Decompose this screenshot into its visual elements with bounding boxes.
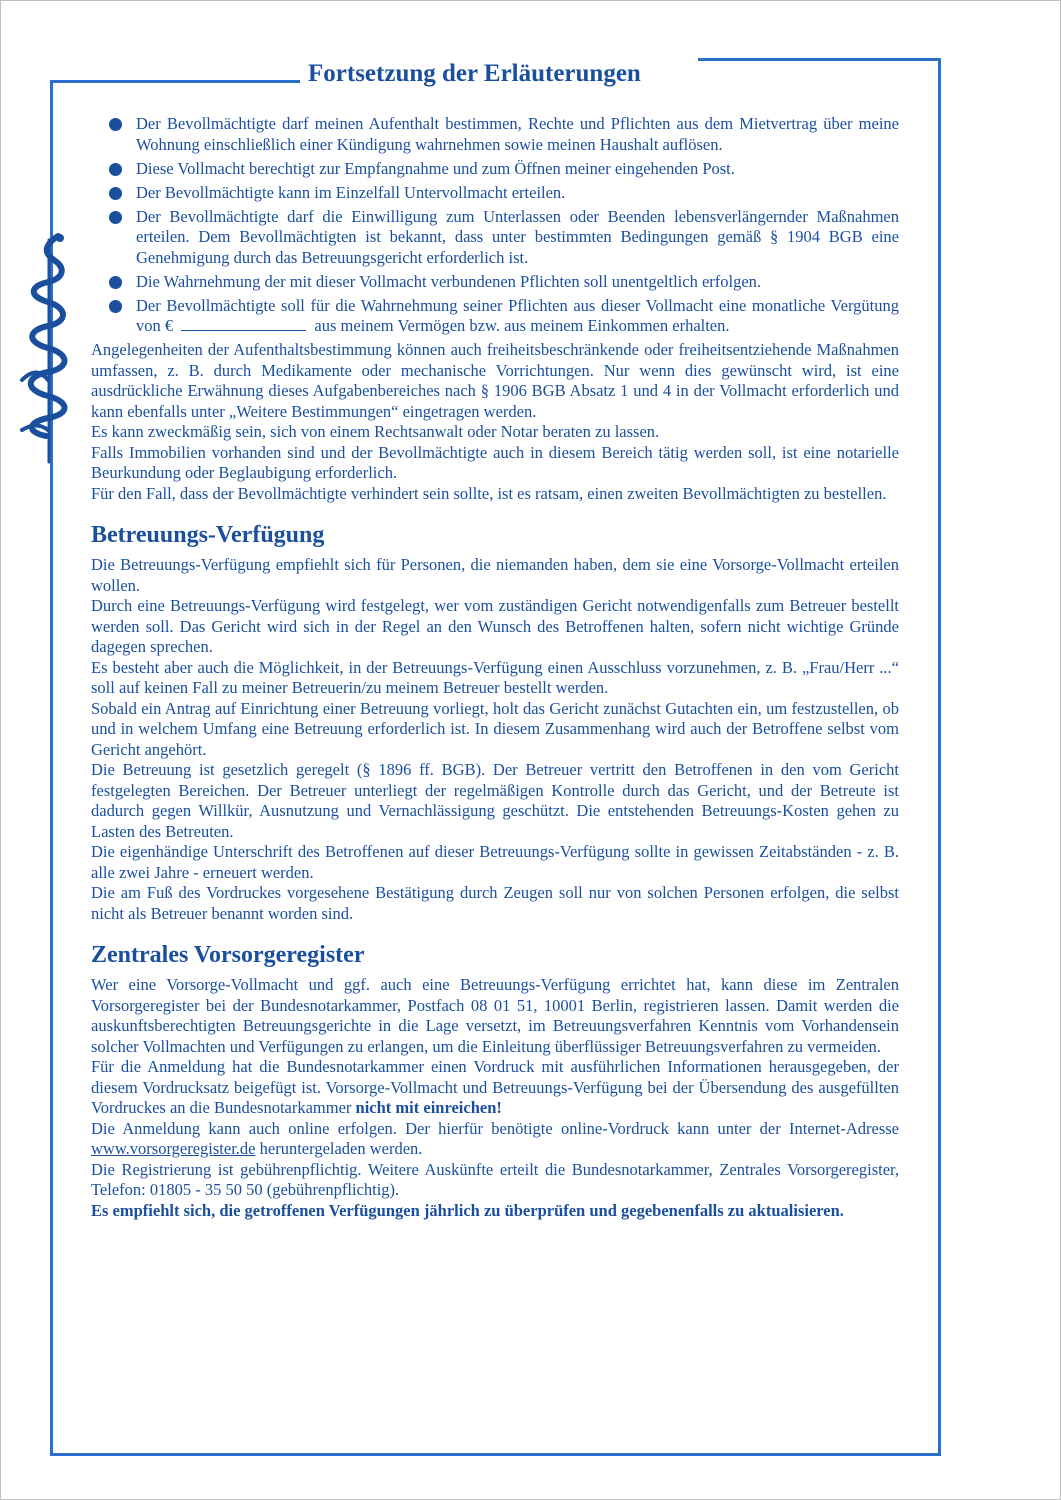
list-item-fee [136, 296, 899, 337]
betreuung-paragraph: Die Betreuung ist gesetzlich geregelt (§ 1896 ff. BGB). Der Betreuer vertritt den Betroffenen in den vom Gericht festgelegten Bereichen. Der Betreuer unterliegt der regelmäßigen Kontrolle durch das Gericht, und der Betreute ist dadurch gegen Willkür, Ausnutzung und Vernachlässigung geschützt. Die entstehenden Betreuungs-Kosten gehen zu Lasten des Betreuten. [91, 760, 899, 841]
list-item: Die Wahrnehmung der mit dieser Vollmacht verbundenen Pflichten soll unentgeltlich erfolgen. [136, 272, 899, 293]
betreuung-paragraph: Durch eine Betreuungs-Verfügung wird festgelegt, wer vom zuständigen Gericht notwendigenfalls zum Betreuer bestellt werden soll. Das Gericht wird sich in der Regel an den Wunsch des Betroffenen halten, sofern nicht wichtige Gründe dagegen sprechen. [91, 596, 899, 656]
betreuung-paragraph: Sobald ein Antrag auf Einrichtung einer Betreuung vorliegt, holt das Gericht zunächst Gutachten ein, um festzustellen, ob und in welchem Umfang eine Betreuung erforderlich ist. In diesem Zusammenhang wird auch der Betroffene selbst vom Gericht angehört. [91, 698, 899, 759]
frame-line-right [938, 58, 941, 1456]
register-paragraph: Wer eine Vorsorge-Vollmacht und ggf. auch eine Betreuungs-Verfügung errichtet hat, kann diese im Zentralen Vorsorgeregister bei der Bundesnotarkammer, Postfach 08 01 51, 10001 Berlin, registrieren lassen. Damit werden die auskunftsberechtigten Betreuungsgerichte in die Lage versetzt, im Betreuungsverfahren Kenntnis vom Vorhandensein solcher Vollmachten und Verfügungen zu erlangen, um die Einleitung überflüssiger Betreuungsverfahren zu vermeiden. [91, 975, 899, 1056]
intro-paragraph: Für den Fall, dass der Bevollmächtigte verhindert sein sollte, ist es ratsam, einen zweiten Bevollmächtigten zu bestellen. [91, 483, 887, 503]
register-text: heruntergeladen werden. [259, 1139, 423, 1158]
intro-paragraph: Falls Immobilien vorhanden sind und der Bevollmächtigte auch in diesem Bereich tätig werden soll, ist eine notarielle Beurkundung oder Beglaubigung erforderlich. [91, 442, 899, 482]
main-content [91, 114, 899, 1221]
betreuung-paragraph: Die am Fuß des Vordruckes vorgesehene Bestätigung durch Zeugen soll nur von solchen Personen erfolgen, die selbst nicht als Betreuer benannt worden sind. [91, 883, 899, 923]
fee-amount-field[interactable] [181, 316, 306, 331]
staff-of-asclepius-icon [18, 230, 78, 470]
fee-text-before: Der Bevollmächtigte soll für die Wahrnehmung seiner Pflichten aus dieser Vollmacht eine monatliche Vergütung von € [136, 295, 899, 335]
list-item: Der Bevollmächtigte darf meinen Aufenthalt bestimmen, Rechte und Pflichten aus dem Mietvertrag über meine Wohnung einschließlich einer Kündigung wahrnehmen sowie meinen Haushalt auflösen. [136, 114, 899, 154]
page-title: Fortsetzung der Erläuterungen [308, 60, 641, 87]
recommendation-text: Es empfiehlt sich, die getroffenen Verfügungen jährlich zu überprüfen und gegebenenfalls zu aktualisieren. [91, 1200, 844, 1220]
betreuung-paragraph: Es besteht aber auch die Möglichkeit, in der Betreuungs-Verfügung einen Ausschluss vorzunehmen, z. B. „Frau/Herr ...“ soll auf keinen Fall zu meiner Betreuerin/zu meinem Betreuer bestellt werden. [91, 657, 899, 697]
section-heading-register: Zentrales Vorsorgeregister [91, 942, 365, 968]
register-warning: nicht mit einreichen! [355, 1098, 502, 1117]
list-item: Diese Vollmacht berechtigt zur Empfangnahme und zum Öffnen meiner eingehenden Post. [136, 159, 899, 180]
register-paragraph [91, 1119, 899, 1160]
intro-paragraph: Es kann zweckmäßig sein, sich von einem Rechtsanwalt oder Notar beraten zu lassen. [91, 422, 660, 441]
frame-line-bottom [50, 1453, 941, 1456]
register-recommendation [91, 1201, 899, 1222]
register-website-link[interactable]: www.vorsorgeregister.de [91, 1139, 256, 1158]
fee-text-after: aus meinem Vermögen bzw. aus meinem Einkommen erhalten. [314, 316, 730, 335]
list-item: Der Bevollmächtigte darf die Einwilligung zum Unterlassen oder Beenden lebensverlängernder Maßnahmen erteilen. Dem Bevollmächtigten ist bekannt, dass unter bestimmten Bedingungen gemäß § 1904 BGB eine Genehmigung durch das Betreuungsgericht erforderlich ist. [136, 206, 899, 267]
frame-line-top-right [698, 58, 941, 61]
list-item: Der Bevollmächtigte kann im Einzelfall Untervollmacht erteilen. [136, 183, 899, 204]
frame-line-top-left [50, 80, 300, 83]
intro-paragraph: Angelegenheiten der Aufenthaltsbestimmung können auch freiheitsbeschränkende oder freiheitsentziehende Maßnahmen umfassen, z. B. durch Medikamente oder mechanische Vorrichtungen. Nur wenn dies gewünscht wird, ist eine ausdrückliche Erwähnung dieses Aufgabenbereiches nach § 1906 BGB Absatz 1 und 4 in der Vollmacht erforderlich und kann ebenfalls unter „Weitere Bestimmungen“ eingetragen werden. [91, 340, 899, 421]
register-text: Die Anmeldung kann auch online erfolgen. Der hierfür benötigte online-Vordruck kann unter der Internet-Adresse [91, 1118, 899, 1138]
register-paragraph: Die Registrierung ist gebührenpflichtig. Weitere Auskünfte erteilt die Bundesnotarkammer, Zentrales Vorsorgeregister, Telefon: 01805 - 35 50 50 (gebührenpflichtig). [91, 1159, 899, 1199]
section-heading-betreuung: Betreuungs-Verfügung [91, 522, 325, 548]
betreuung-paragraph: Die eigenhändige Unterschrift des Betroffenen auf dieser Betreuungs-Verfügung sollte in gewissen Zeitabständen - z. B. alle zwei Jahre - erneuert werden. [91, 842, 899, 882]
register-text: Für die Anmeldung hat die Bundesnotarkammer einen Vordruck mit ausführlichen Informationen herausgegeben, der diesem Vordrucksatz beigefügt ist. Vorsorge-Vollmacht und Betreuungs-Verfügung bei der Übersendung des ausgefüllten Vordruckes an die Bundesnotarkammer [91, 1057, 899, 1117]
bullet-list [136, 114, 899, 337]
betreuung-paragraph: Die Betreuungs-Verfügung empfiehlt sich für Personen, die niemanden haben, dem sie eine Vorsorge-Vollmacht erteilen wollen. [91, 555, 899, 595]
register-paragraph [91, 1057, 899, 1119]
